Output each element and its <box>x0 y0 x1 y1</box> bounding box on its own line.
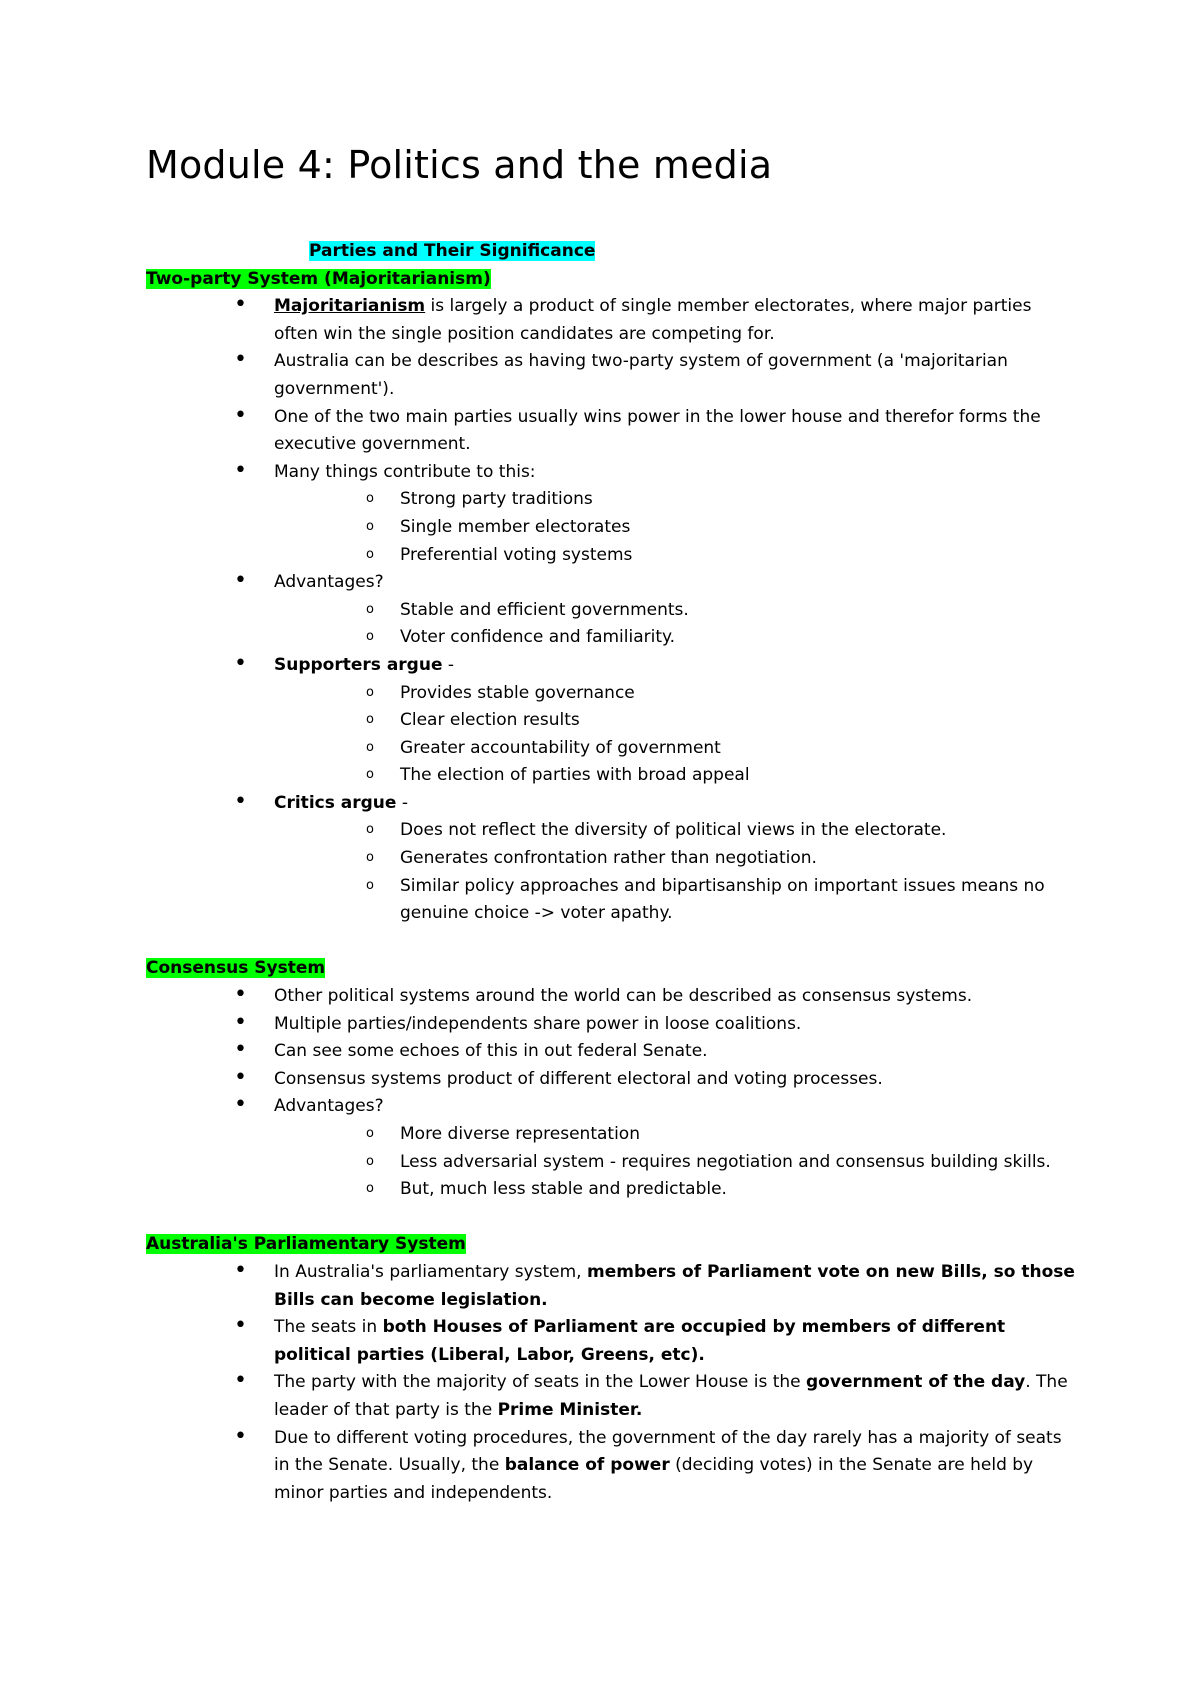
sub-list-item: o Greater accountability of government <box>146 735 1076 763</box>
sub-list <box>274 680 1076 790</box>
list-item: • Advantages? o Stable and efficient governments. o Voter confidence and familiarity. <box>146 569 1076 652</box>
sub-list <box>274 597 1076 652</box>
parliament-list <box>146 1259 1076 1507</box>
sub-list-item: o Provides stable governance <box>146 680 1076 708</box>
list-item: • Critics argue - o Does not reflect the diversity of political views in the electorate. o Generates confrontation rather than negotiation. o Similar policy approaches and bipartisanship on important issues means no genuine choice -> voter apathy. <box>146 790 1076 928</box>
list-item: • Australia can be describes as having two-party system of government (a 'majoritarian government'). <box>146 348 1076 403</box>
list-item: • Majoritarianism is largely a product of single member electorates, where major parties often win the single position candidates are competing for. <box>146 293 1076 348</box>
spacer <box>146 928 1076 956</box>
sub-list-item: o More diverse representation <box>146 1121 1076 1149</box>
list-item: • The party with the majority of seats in the Lower House is the government of the day. The leader of that party is the Prime Minister. <box>146 1369 1076 1424</box>
sub-list-item: o Generates confrontation rather than negotiation. <box>146 845 1076 873</box>
sub-list-item: o But, much less stable and predictable. <box>146 1176 1076 1204</box>
sub-list-item: o Preferential voting systems <box>146 542 1076 570</box>
list-item: • One of the two main parties usually wins power in the lower house and therefor forms the executive government. <box>146 404 1076 459</box>
list-item: • Due to different voting procedures, the government of the day rarely has a majority of seats in the Senate. Usually, the balance of power (deciding votes) in the Senate are held by minor parties and independents. <box>146 1425 1076 1508</box>
list-item: • Advantages? o More diverse representation o Less adversarial system - requires negotiation and consensus building skills. o But, much less stable and predictable. <box>146 1093 1076 1203</box>
list-item: • Can see some echoes of this in out federal Senate. <box>146 1038 1076 1066</box>
two-party-list <box>146 293 1076 928</box>
sub-list-item: o Clear election results <box>146 707 1076 735</box>
section-subtitle: Parties and Their Significance <box>309 241 596 261</box>
sub-list-item: o Strong party traditions <box>146 486 1076 514</box>
sub-list-item: o Less adversarial system - requires negotiation and consensus building skills. <box>146 1149 1076 1177</box>
list-item: • Multiple parties/independents share power in loose coalitions. <box>146 1011 1076 1039</box>
sub-list-item: o The election of parties with broad appeal <box>146 762 1076 790</box>
heading-consensus: Consensus System <box>146 958 326 979</box>
list-item: • Many things contribute to this: o Strong party traditions o Single member electorates o Preferential voting systems <box>146 459 1076 569</box>
list-item: • Consensus systems product of different electoral and voting processes. <box>146 1066 1076 1094</box>
list-item: • Other political systems around the world can be described as consensus systems. <box>146 983 1076 1011</box>
sub-list-item: o Does not reflect the diversity of political views in the electorate. <box>146 817 1076 845</box>
heading-two-party: Two-party System (Majoritarianism) <box>146 268 491 289</box>
sub-list <box>274 486 1076 569</box>
sub-list <box>274 817 1076 927</box>
heading-parliament: Australia's Parliamentary System <box>146 1234 466 1255</box>
consensus-list <box>146 983 1076 1204</box>
sub-list-item: o Single member electorates <box>146 514 1076 542</box>
page-title: Module 4: Politics and the media <box>146 143 773 187</box>
list-item: • Supporters argue - o Provides stable governance o Clear election results o Greater accountability of government o The election of parties with broad appeal <box>146 652 1076 790</box>
spacer <box>146 1204 1076 1232</box>
list-item: • In Australia's parliamentary system, members of Parliament vote on new Bills, so those Bills can become legislation. <box>146 1259 1076 1314</box>
list-item: • The seats in both Houses of Parliament are occupied by members of different political parties (Liberal, Labor, Greens, etc). <box>146 1314 1076 1369</box>
sub-list <box>274 1121 1076 1204</box>
sub-list-item: o Similar policy approaches and bipartisanship on important issues means no genuine choice -> voter apathy. <box>146 873 1076 928</box>
sub-list-item: o Stable and efficient governments. <box>146 597 1076 625</box>
sub-list-item: o Voter confidence and familiarity. <box>146 624 1076 652</box>
document-body <box>146 238 1076 1507</box>
